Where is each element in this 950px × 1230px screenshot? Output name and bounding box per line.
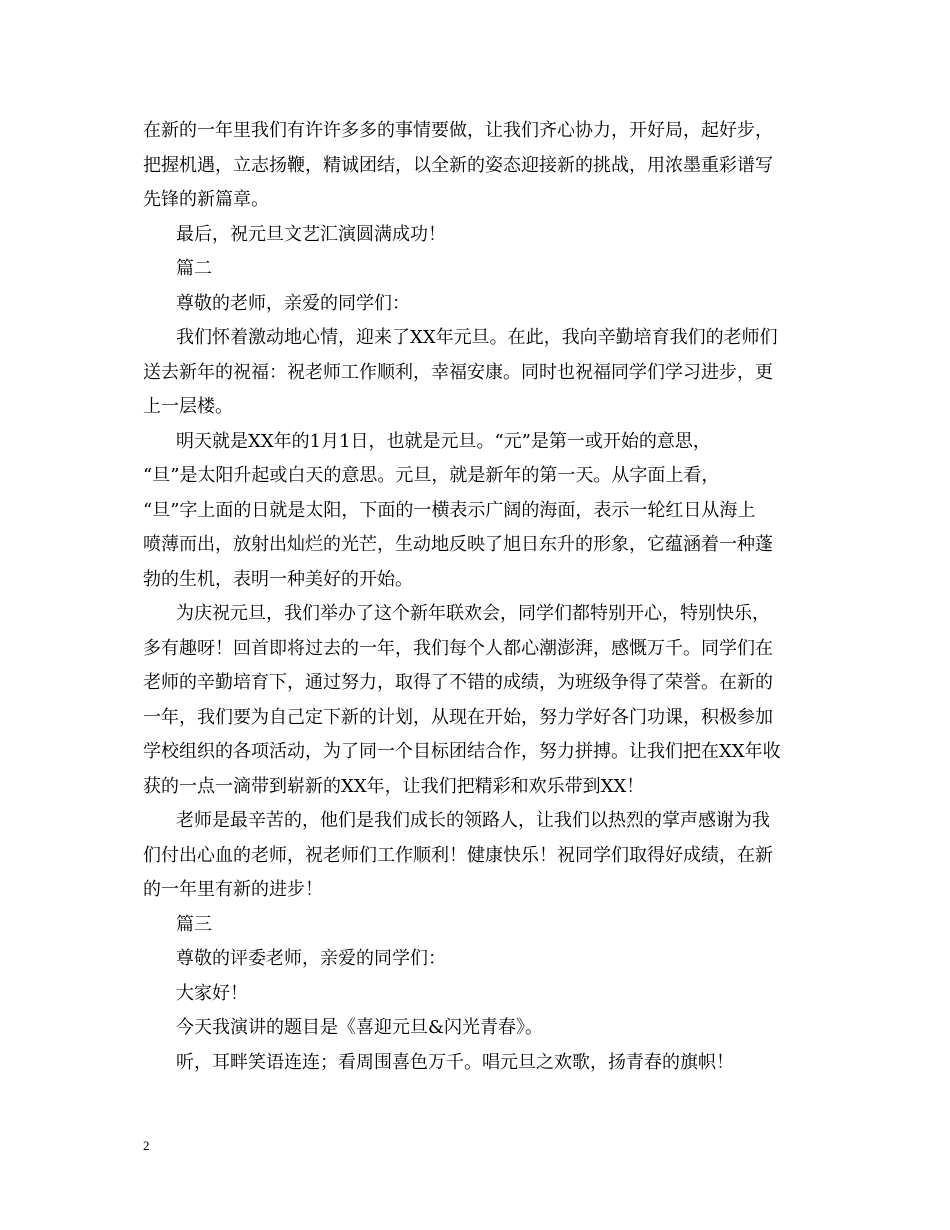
text-line: 先锋的新篇章。 xyxy=(143,189,269,210)
closing-line: 最后，祝元旦文艺汇演圆满成功！ xyxy=(176,223,446,245)
text-line: 今天我演讲的题目是《喜迎元旦&闪光青春》。 xyxy=(176,1017,544,1038)
text-line: 获的一点一滴带到崭新的XX年，让我们把精彩和欢乐带到XX！ xyxy=(143,775,645,797)
text-line: 学校组织的各项活动，为了同一个目标团结合作，努力拼搏。让我们把在XX年收 xyxy=(143,741,781,762)
text-line: 在新的一年里我们有许许多多的事情要做，让我们齐心协力，开好局，起好步， xyxy=(143,120,773,141)
salutation: 尊敬的评委老师，亲爱的同学们： xyxy=(176,948,446,969)
text-line: 喷薄而出，放射出灿烂的光芒，生动地反映了旭日东升的形象，它蕴涵着一种蓬 xyxy=(143,534,773,555)
text-line: 一年，我们要为自己定下新的计划，从现在开始，努力学好各门功课，积极参加 xyxy=(143,706,773,728)
page-number: 2 xyxy=(143,1138,150,1153)
text-line: 为庆祝元旦，我们举办了这个新年联欢会，同学们都特别开心，特别快乐， xyxy=(176,603,770,624)
text-line: 老师的辛勤培育下，通过努力，取得了不错的成绩，为班级争得了荣誉。在新的 xyxy=(143,672,773,693)
text-line: 多有趣呀！回首即将过去的一年，我们每个人都心潮澎湃，感慨万千。同学们在 xyxy=(143,637,773,659)
text-line: 们付出心血的老师，祝老师们工作顺利！健康快乐！祝同学们取得好成绩，在新 xyxy=(143,844,773,866)
text-line: 的一年里有新的进步！ xyxy=(143,879,323,900)
text-line: “旦”是太阳升起或白天的意思。元旦，就是新年的第一天。从字面上看， xyxy=(143,465,720,486)
section-heading: 篇二 xyxy=(176,258,212,279)
text-line: 上一层楼。 xyxy=(143,396,233,417)
text-line: 勃的生机，表明一种美好的开始。 xyxy=(143,568,413,590)
text-line: 我们怀着激动地心情，迎来了XX年元旦。在此，我向辛勤培育我们的老师们 xyxy=(176,327,778,348)
section-heading: 篇三 xyxy=(176,913,212,935)
text-line: “旦”字上面的日就是太阳，下面的一横表示广阔的海面，表示一轮红日从海上 xyxy=(143,499,756,521)
text-line: 把握机遇，立志扬鞭，精诚团结，以全新的姿态迎接新的挑战，用浓墨重彩谱写 xyxy=(143,154,773,176)
text-line: 送去新年的祝福：祝老师工作顺利，幸福安康。同时也祝福同学们学习进步，更 xyxy=(143,361,773,383)
greeting: 大家好！ xyxy=(176,982,248,1004)
text-line: 老师是最辛苦的，他们是我们成长的领路人，让我们以热烈的掌声感谢为我 xyxy=(176,810,770,831)
document-body xyxy=(143,114,810,1080)
text-line: 听，耳畔笑语连连；看周围喜色万千。唱元旦之欢歌，扬青春的旗帜！ xyxy=(176,1051,734,1073)
text-line: 明天就是XX年的1月1日，也就是元旦。“元”是第一或开始的意思， xyxy=(176,430,711,452)
salutation: 尊敬的老师，亲爱的同学们： xyxy=(176,292,410,314)
